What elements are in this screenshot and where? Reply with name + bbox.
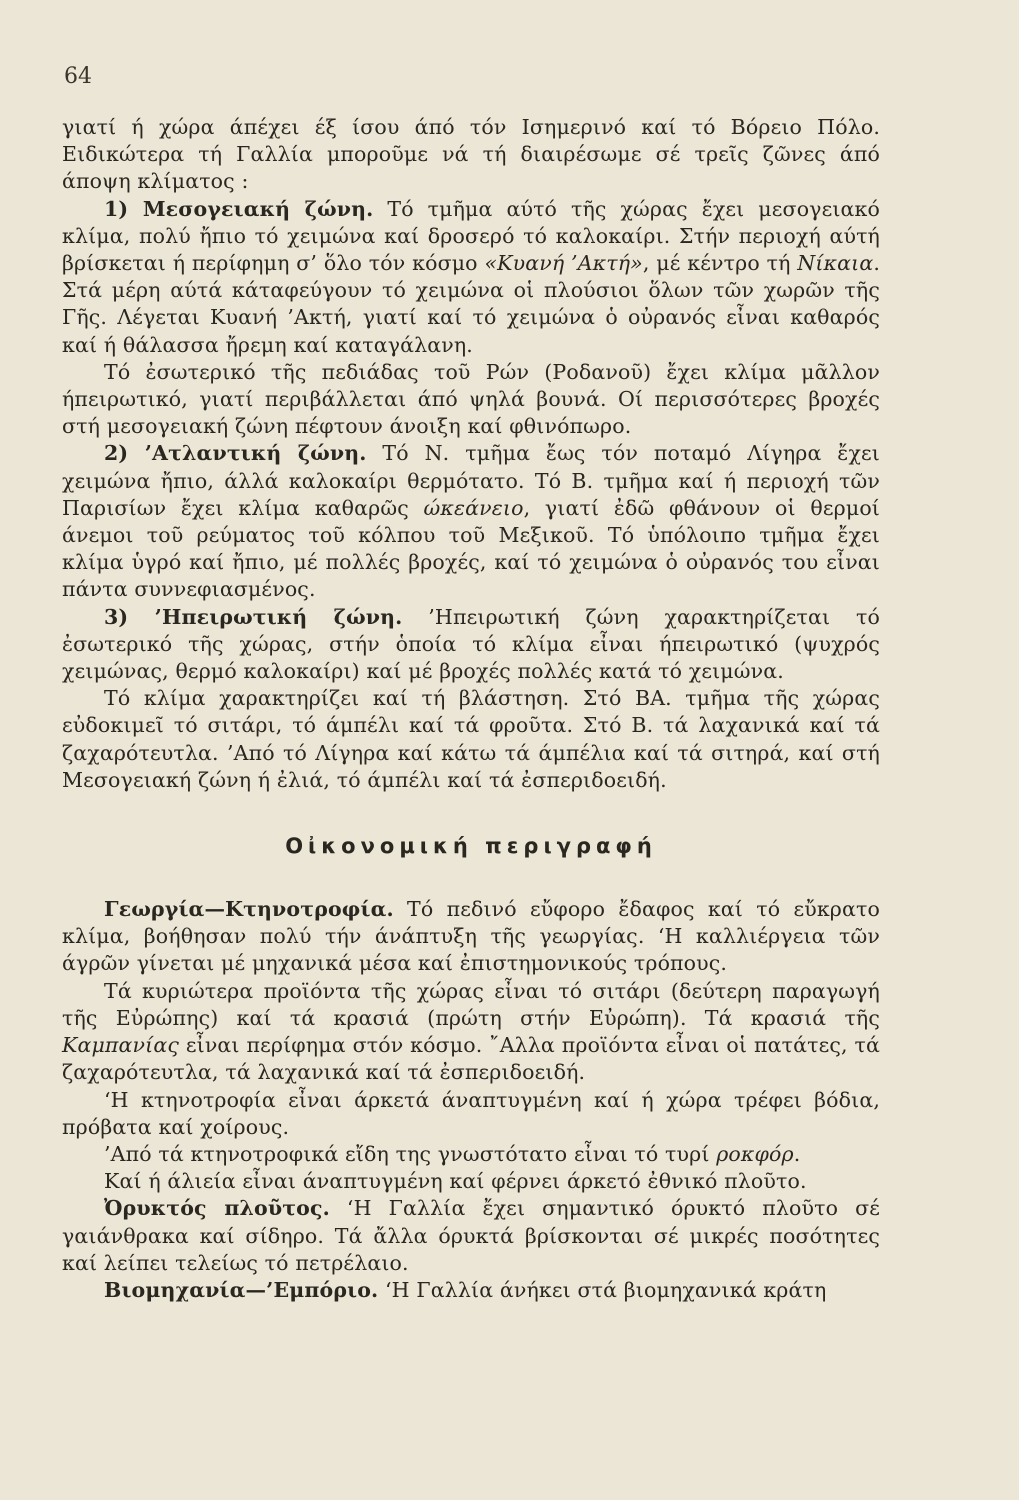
paragraph-rhone	[62, 359, 880, 441]
mediterranean-zone-text-a: Τό τμῆμα αύτό τῆς χώρας ἔχει μεσογειακό κλίμα, πολύ ἤπιο τό χειμώνα καί δροσερό τό καλοκαίρι. Στήν περιοχή αύτή βρίσκεται ή περίφημη σ’ ὅλο τόν κόσμο	[62, 196, 880, 276]
cheese-end: .	[793, 1141, 801, 1166]
mediterranean-zone-lead: 1) Μεσογειακή ζώνη.	[104, 196, 374, 221]
rhone-text: Τό ἐσωτερικό τῆς πεδιάδας τοῦ Ρών (Ροδανοῦ) ἔχει κλίμα μᾶλλον ήπειρωτικό, γιατί περιβάλλεται άπό ψηλά βουνά. Οί περισσότερες βροχές στή μεσογειακή ζώνη πέφτουν άνοιξη καί φθινόπωρο.	[62, 359, 880, 439]
paragraph-minerals	[62, 1195, 880, 1277]
champagne-term: Καμπανίας	[62, 1033, 179, 1058]
industry-text: ‘Η Γαλλία άνήκει στά βιομηχανικά κράτη	[378, 1277, 827, 1302]
cote-azur-term: «Κυανή ’Ακτή»	[484, 251, 643, 276]
paragraph-intro	[62, 114, 880, 196]
continental-zone-lead: 3) ’Ηπειρωτική ζώνη.	[104, 604, 403, 629]
nice-term: Νίκαια	[797, 251, 874, 276]
agriculture-lead: Γεωργία—Κτηνοτροφία.	[104, 897, 394, 922]
oceanic-term: ώκεάνειο	[423, 495, 524, 520]
roquefort-term: ροκφόρ	[716, 1141, 794, 1166]
paragraph-continental-zone	[62, 604, 880, 686]
atlantic-zone-text-b: , γιατί ἐδῶ φθάνουν οἱ θερμοί άνεμοι τοῦ ρεύματος τοῦ κόλπου τοῦ Μεξικοῦ. Τό ὑπόλοιπο τμῆμα ἔχει κλίμα ὑγρό καί ἤπιο, μέ πολλές βροχές, καί τό χειμώνα ὁ οὐρανός του εἶναι πάντα συννεφιασμένος.	[62, 495, 880, 602]
intro-text: γιατί ή χώρα άπέχει έξ ίσου άπό τόν Ισημερινό καί τό Βόρειο Πόλο. Ειδικώτερα τή Γαλλία μποροῦμε νά τή διαιρέσωμε σέ τρεῖς ζῶνες άπό άποψη κλίματος :	[62, 115, 880, 194]
paragraph-cheese	[62, 1141, 880, 1168]
products-text-b: εἶναι περίφημα στόν κόσμο. ῎Αλλα προϊόντα εἶναι οἱ πατάτες, τά ζαχαρότευτλα, τά λαχανικά καί τά ἐσπεριδοειδή.	[62, 1033, 880, 1085]
continental-zone-text: ’Ηπειρωτική ζώνη χαρακτηρίζεται τό ἐσωτερικό τῆς χώρας, στήν ὁποία τό κλίμα εἶναι ήπειρωτικό (ψυχρός χειμώνας, θερμό καλοκαίρι) καί μέ βροχές πολλές κατά τό χειμώνα.	[62, 604, 880, 684]
minerals-lead: Ὀρυκτός πλοῦτος.	[104, 1196, 330, 1221]
livestock-text: ‘Η κτηνοτροφία εἶναι άρκετά άναπτυγμένη καί ή χώρα τρέφει βόδια, πρόβατα καί χοίρους.	[62, 1087, 880, 1139]
section-heading: Οἰκονομική περιγραφή	[285, 834, 657, 859]
paragraph-products	[62, 978, 880, 1087]
fishing-text: Καί ή άλιεία εἶναι άναπτυγμένη καί φέρνει άρκετό ἐθνικό πλοῦτο.	[104, 1169, 807, 1194]
paragraph-mediterranean-zone	[62, 196, 880, 359]
paragraph-atlantic-zone	[62, 440, 880, 603]
agriculture-text: Τό πεδινό εὔφορο ἔδαφος καί τό εὔκρατο κλίμα, βοήθησαν πολύ τήν άνάπτυξη τῆς γεωργίας. ‘Η καλλιέργεια τῶν άγρῶν γίνεται μέ μηχανικά μέσα καί ἐπιστημονικούς τρόπους.	[62, 897, 880, 976]
cheese-text: ’Από τά κτηνοτροφικά εἴδη της γνωστότατο εἶναι τό τυρί	[104, 1141, 717, 1166]
atlantic-zone-text-a: Τό Ν. τμῆμα ἔως τόν ποταμό Λίγηρα ἔχει χειμώνα ἤπιο, άλλά καλοκαίρι θερμότατο. Τό Β. τμῆμα καί ή περιοχή τῶν Παρισίων ἔχει κλίμα καθαρῶς	[62, 441, 880, 520]
page-number: 64	[64, 64, 92, 89]
paragraph-fishing	[62, 1168, 880, 1195]
products-text-a: Τά κυριώτερα προϊόντα τῆς χώρας εἶναι τό σιτάρι (δεύτερη παραγωγή τῆς Εὐρώπης) καί τά κρασιά (πρώτη στήν Εὐρώπη). Τά κρασιά τῆς	[62, 978, 880, 1030]
paragraph-vegetation	[62, 685, 880, 794]
paragraph-industry	[62, 1277, 880, 1304]
atlantic-zone-lead: 2) ’Ατλαντική ζώνη.	[104, 441, 367, 466]
paragraph-livestock	[62, 1087, 880, 1141]
paragraph-agriculture	[62, 896, 880, 978]
page-content	[62, 114, 880, 1304]
minerals-text: ‘Η Γαλλία ἔχει σημαντικό όρυκτό πλοῦτο σέ γαιάνθρακα καί σίδηρο. Τά ἄλλα όρυκτά βρίσκονται σέ μικρές ποσότητες καί λείπει τελείως τό πετρέλαιο.	[62, 1196, 881, 1275]
industry-lead: Βιομηχανία—’Εμπόριο.	[104, 1277, 379, 1302]
mediterranean-zone-text-b: , μέ κέντρο τή	[642, 251, 798, 276]
mediterranean-zone-text-c: . Στά μέρη αύτά κάταφεύγουν τό χειμώνα οἱ πλούσιοι ὅλων τῶν χωρῶν τῆς Γῆς. Λέγεται Κυανή ’Ακτή, γιατί καί τό χειμώνα ὁ οὐρανός εἶναι καθαρός καί ή θάλασσα ἤρεμη καί καταγάλανη.	[62, 251, 880, 357]
vegetation-text: Τό κλίμα χαρακτηρίζει καί τή βλάστηση. Στό ΒΑ. τμῆμα τῆς χώρας εὐδοκιμεῖ τό σιτάρι, τό άμπέλι καί τά φροῦτα. Στό Β. τά λαχανικά καί τά ζαχαρότευτλα. ’Από τό Λίγηρα καί κάτω τά άμπέλια καί τά σιτηρά, καί στή Μεσογειακή ζώνη ή ἐλιά, τό άμπέλι καί τά ἐσπεριδοειδή.	[62, 686, 880, 792]
